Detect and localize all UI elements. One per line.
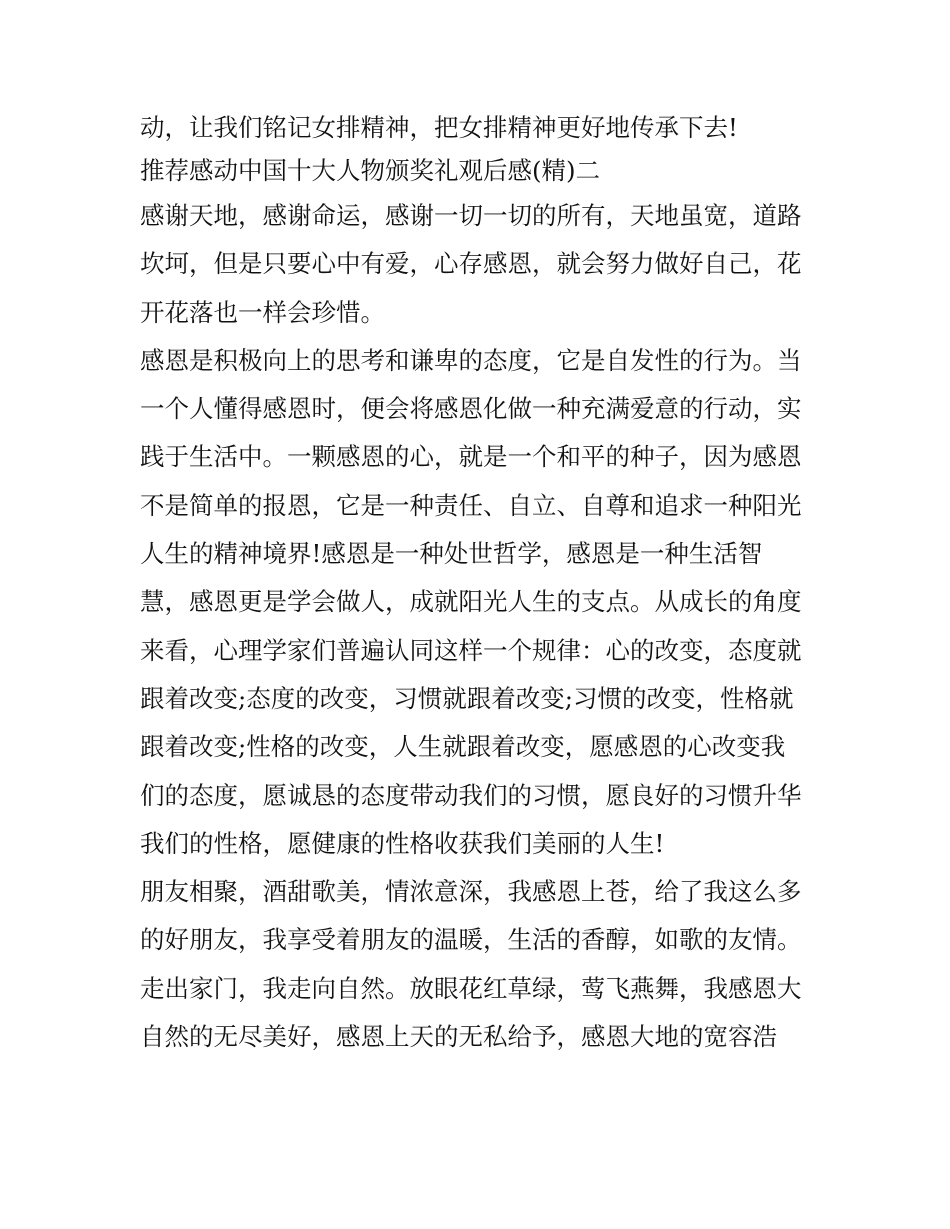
paragraph-line: 感恩是积极向上的思考和谦卑的态度，它是自发性的行为。当 <box>140 345 802 375</box>
paragraph-line: 自然的无尽美好，感恩上天的无私给予，感恩大地的宽容浩 <box>140 1022 777 1052</box>
paragraph-line: 朋友相聚，酒甜歌美，情浓意深，我感恩上苍，给了我这么多 <box>140 877 802 907</box>
paragraph-line: 慧，感恩更是学会做人，成就阳光人生的支点。从成长的角度 <box>140 587 802 617</box>
paragraph-line: 践于生活中。一颗感恩的心，就是一个和平的种子，因为感恩 <box>140 442 802 472</box>
paragraph-line: 感谢天地，感谢命运，感谢一切一切的所有，天地虽宽，道路 <box>140 201 802 230</box>
paragraph-line: 们的态度，愿诚恳的态度带动我们的习惯，愿良好的习惯升华 <box>140 780 802 810</box>
paragraph-line: 开花落也一样会珍惜。 <box>140 297 385 327</box>
paragraph-line: 走出家门，我走向自然。放眼花红草绿，莺飞燕舞，我感恩大 <box>140 973 802 1003</box>
section-heading: 推荐感动中国十大人物颁奖礼观后感(精)二 <box>140 156 601 185</box>
paragraph-line: 跟着改变;态度的改变，习惯就跟着改变;习惯的改变，性格就 <box>140 683 794 713</box>
paragraph-line: 动，让我们铭记女排精神，把女排精神更好地传承下去! <box>140 113 738 142</box>
paragraph-line: 不是简单的报恩，它是一种责任、自立、自尊和追求一种阳光 <box>140 490 802 520</box>
paragraph-line: 坎坷，但是只要心中有爱，心存感恩，就会努力做好自己，花 <box>140 249 802 279</box>
paragraph-line: 一个人懂得感恩时，便会将感恩化做一种充满爱意的行动，实 <box>140 394 802 424</box>
paragraph-line: 来看，心理学家们普遍认同这样一个规律：心的改变，态度就 <box>140 635 802 665</box>
paragraph-line: 人生的精神境界!感恩是一种处世哲学，感恩是一种生活智 <box>140 539 763 569</box>
paragraph-line: 我们的性格，愿健康的性格收获我们美丽的人生! <box>140 828 665 858</box>
paragraph-line: 跟着改变;性格的改变，人生就跟着改变，愿感恩的心改变我 <box>140 732 786 762</box>
document-body <box>140 106 820 1061</box>
paragraph-line: 的好朋友，我享受着朋友的温暖，生活的香醇，如歌的友情。 <box>140 925 802 955</box>
